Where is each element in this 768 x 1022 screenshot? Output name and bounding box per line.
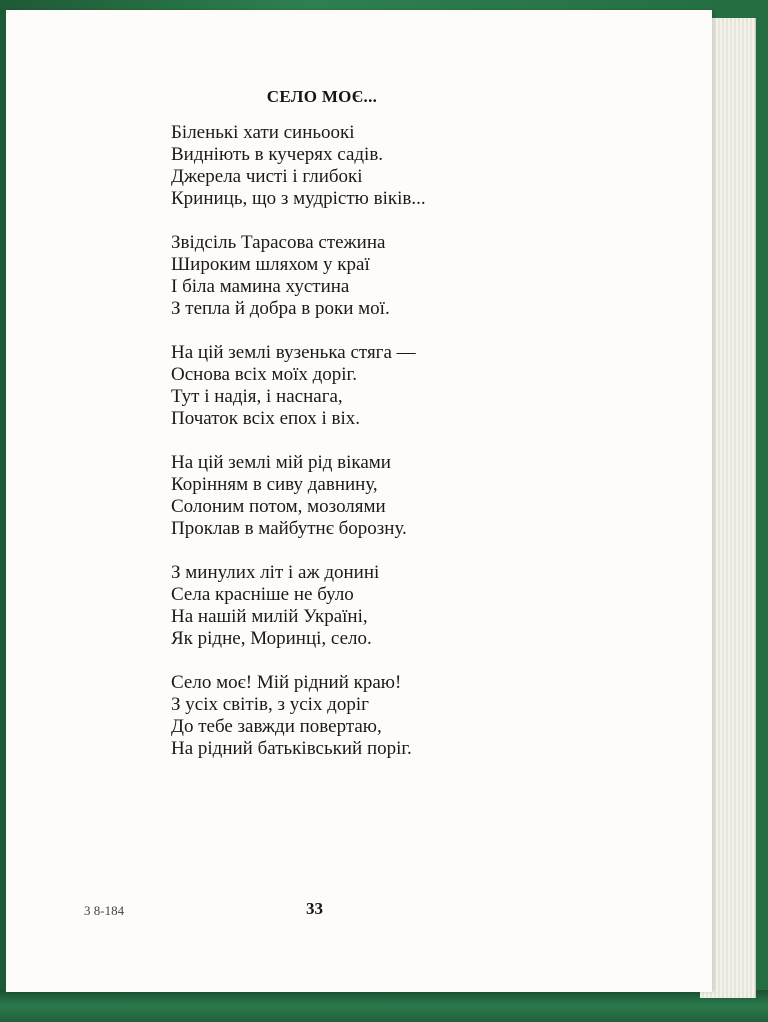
poem-line: Села красніше не було (171, 584, 354, 605)
poem-line: Село моє! Мій рідний краю! (171, 672, 402, 693)
poem-line: З усіх світів, з усіх доріг (171, 694, 369, 715)
poem-line: На нашій милій Україні, (171, 606, 368, 627)
stanza-2 (171, 232, 511, 320)
poem-line: Початок всіх епох і віх. (171, 408, 360, 429)
poem-line: До тебе завжди повертаю, (171, 716, 382, 737)
stanza-3 (171, 342, 511, 430)
poem-line: Широким шляхом у краї (171, 254, 370, 275)
stanza-6 (171, 672, 511, 760)
printer-signature-code: 3 8-184 (84, 903, 125, 918)
poem-line: З тепла й добра в роки мої. (171, 298, 390, 319)
poem-title: СЕЛО МОЄ... (266, 87, 378, 106)
poem-line: Тут і надія, і наснага, (171, 386, 343, 407)
poem-line: Криниць, що з мудрістю віків... (171, 188, 426, 209)
poem-line: На рідний батьківський поріг. (171, 738, 412, 759)
poem-line: Основа всіх моїх доріг. (171, 364, 357, 385)
poem-line: Біленькі хати синьоокі (171, 122, 355, 143)
poem-line: Як рідне, Моринці, село. (171, 628, 372, 649)
poem-line: Проклав в майбутнє борозну. (171, 518, 407, 539)
poem-line: Солоним потом, мозолями (171, 496, 386, 517)
poem-line: Корінням в сиву давнину, (171, 474, 378, 495)
poem-line: І біла мамина хустина (171, 276, 350, 297)
poem-line: Звідсіль Тарасова стежина (171, 232, 386, 253)
poem-line: На цій землі мій рід віками (171, 452, 391, 473)
poem-line: На цій землі вузенька стяга — (171, 342, 416, 363)
poem-line: Джерела чисті і глибокі (171, 166, 363, 187)
page-number: 33 (306, 899, 323, 918)
poem-line: Видніють в кучерях садів. (171, 144, 384, 165)
book-cover-bottom-edge (0, 990, 768, 1022)
stanza-4 (171, 452, 511, 540)
book-page (6, 10, 712, 992)
poem-body (171, 122, 511, 782)
stanza-1 (171, 122, 511, 210)
stanza-5 (171, 562, 511, 650)
poem-line: З минулих літ і аж донині (171, 562, 380, 583)
